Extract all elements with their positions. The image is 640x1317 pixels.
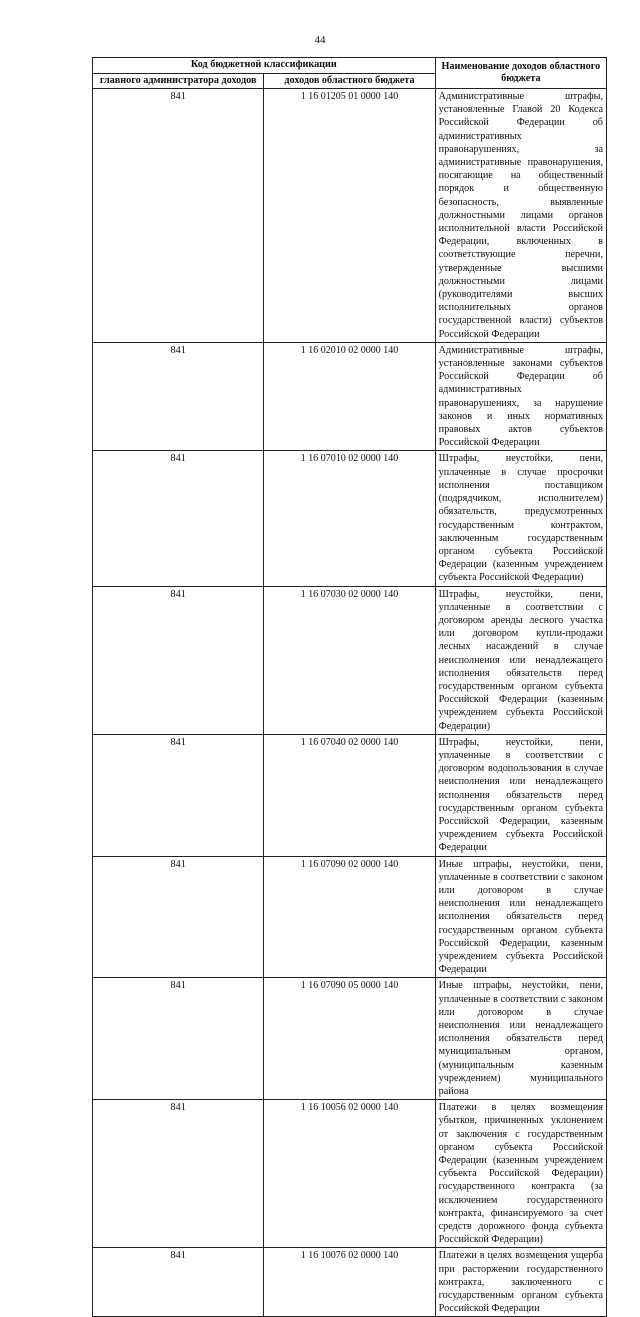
- table-row: [93, 1100, 607, 1248]
- income-name-cell: Штрафы, неустойки, пени, уплаченные в соответствии с договором водопользования в случае неисполнения или ненадлежащего исполнения обязательств перед государственным органом субъекта Российской Федерации, казенным учреждением субъекта Российской Федерации: [435, 734, 606, 856]
- income-name-cell: Платежи в целях возмещения ущерба при расторжении государственного контракта, заключенного с государственным органом субъекта Российской Федерации: [435, 1248, 606, 1317]
- header-col-admin: главного администратора доходов: [93, 73, 264, 89]
- page-number: 44: [314, 34, 326, 46]
- income-code-cell: 1 16 07090 02 0000 140: [264, 856, 435, 978]
- income-name-cell: Штрафы, неустойки, пени, уплаченные в случае просрочки исполнения поставщиком (подрядчиком, исполнителем) обязательств, предусмотренных государственным контрактом, заключенным государственным органом субъекта Российской Федерации (казенным учреждением субъекта Российской Федерации): [435, 451, 606, 586]
- table-row: [93, 89, 607, 343]
- admin-code-cell: 841: [93, 1100, 264, 1248]
- admin-code-cell: 841: [93, 342, 264, 451]
- header-col-code: доходов областного бюджета: [264, 73, 435, 89]
- table-row: [93, 342, 607, 451]
- income-code-cell: 1 16 07090 05 0000 140: [264, 978, 435, 1100]
- table-row: [93, 978, 607, 1100]
- table-row: [93, 734, 607, 856]
- income-code-cell: 1 16 02010 02 0000 140: [264, 342, 435, 451]
- income-name-cell: Иные штрафы, неустойки, пени, уплаченные в соответствии с законом или договором в случае неисполнения или ненадлежащего исполнения обязательств перед государственным органом субъекта Российской Федерации, казенным учреждением субъекта Российской Федерации: [435, 856, 606, 978]
- income-code-cell: 1 16 07040 02 0000 140: [264, 734, 435, 856]
- admin-code-cell: 841: [93, 586, 264, 734]
- table-row: [93, 451, 607, 586]
- admin-code-cell: 841: [93, 978, 264, 1100]
- header-group-title: Код бюджетной классификации: [93, 58, 436, 74]
- income-code-cell: 1 16 07010 02 0000 140: [264, 451, 435, 586]
- income-code-cell: 1 16 10076 02 0000 140: [264, 1248, 435, 1317]
- admin-code-cell: 841: [93, 451, 264, 586]
- income-name-cell: Штрафы, неустойки, пени, уплаченные в соответствии с договором аренды лесного участка или договором купли-продажи лесных насаждений в случае неисполнения или ненадлежащего исполнения обязательств перед государственным органом субъекта Российской Федерации (казенным учреждением субъекта Российской Федерации): [435, 586, 606, 734]
- admin-code-cell: 841: [93, 856, 264, 978]
- table-row: [93, 586, 607, 734]
- income-code-cell: 1 16 01205 01 0000 140: [264, 89, 435, 343]
- admin-code-cell: 841: [93, 89, 264, 343]
- income-name-cell: Иные штрафы, неустойки, пени, уплаченные в соответствии с законом или договором в случае неисполнения или ненадлежащего исполнения обязательств перед муниципальным органом, (муниципальным казенным учреждением) муниципального района: [435, 978, 606, 1100]
- income-code-cell: 1 16 10056 02 0000 140: [264, 1100, 435, 1248]
- income-name-cell: Платежи в целях возмещения убытков, причиненных уклонением от заключения с государственным органом субъекта Российской Федерации (казенным учреждением субъекта Российской Федерации) государственного контракта (за исключением государственного контракта, финансируемого за счет средств дорожного фонда субъекта Российской Федерации): [435, 1100, 606, 1248]
- admin-code-cell: 841: [93, 734, 264, 856]
- table-row: [93, 856, 607, 978]
- header-col-name: Наименование доходов областного бюджета: [435, 58, 606, 89]
- table-row: [93, 1248, 607, 1317]
- admin-code-cell: 841: [93, 1248, 264, 1317]
- income-name-cell: Административные штрафы, установленные Главой 20 Кодекса Российской Федерации об административных правонарушениях, за административные правонарушения, посягающие на общественный порядок и общественную безопасность, выявленные должностными лицами органов исполнительной власти Российской Федерации, включенных в соответствующие перечни, утвержденные высшими должностными лицами (руководителями высших исполнительных органов государственной власти) субъектов Российской Федерации: [435, 89, 606, 343]
- income-name-cell: Административные штрафы, установленные законами субъектов Российской Федерации об административных правонарушениях, за нарушение законов и иных нормативных правовых актов субъектов Российской Федерации: [435, 342, 606, 451]
- budget-classification-table: [92, 57, 607, 1317]
- income-code-cell: 1 16 07030 02 0000 140: [264, 586, 435, 734]
